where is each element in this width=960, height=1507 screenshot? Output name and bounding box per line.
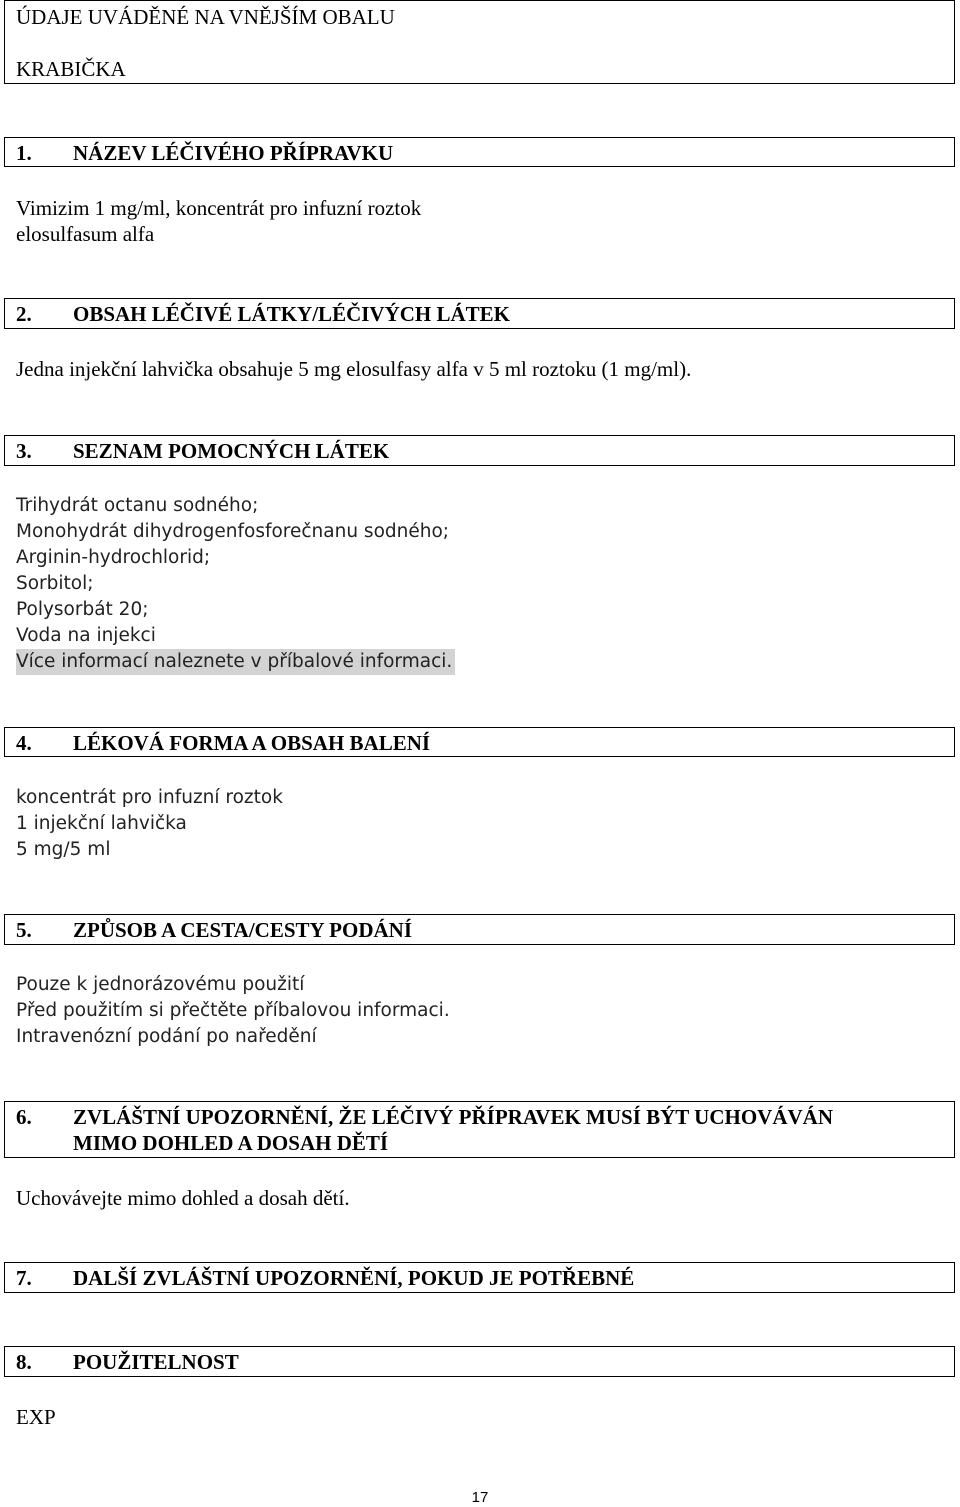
section-6-title-line-1: ZVLÁŠTNÍ UPOZORNĚNÍ, ŽE LÉČIVÝ PŘÍPRAVEK MUSÍ BÝT UCHOVÁVÁN xyxy=(73,1105,833,1129)
section-3-line: Voda na injekci xyxy=(16,625,156,646)
section-4-line: 1 injekční lahvička xyxy=(16,813,187,834)
section-4-line: koncentrát pro infuzní roztok xyxy=(16,787,283,808)
section-5-number: 5. xyxy=(16,918,32,942)
section-8-line: EXP xyxy=(16,1405,56,1429)
section-1-line: Vimizim 1 mg/ml, koncentrát pro infuzní roztok xyxy=(16,196,422,220)
section-1-number: 1. xyxy=(16,141,32,165)
section-6-title-line-2: MIMO DOHLED A DOSAH DĚTÍ xyxy=(73,1131,389,1155)
section-3-line: Polysorbát 20; xyxy=(16,599,149,620)
section-8-title: POUŽITELNOST xyxy=(73,1350,239,1374)
section-3-line: Trihydrát octanu sodného; xyxy=(16,495,259,516)
packaging-type-label: KRABIČKA xyxy=(16,57,126,81)
section-3-line: Monohydrát dihydrogenfosforečnanu sodného; xyxy=(16,521,450,542)
section-2-number: 2. xyxy=(16,302,32,326)
section-3-number: 3. xyxy=(16,439,32,463)
section-8-number: 8. xyxy=(16,1350,32,1374)
section-3-title: SEZNAM POMOCNÝCH LÁTEK xyxy=(73,439,390,463)
section-3-line: Sorbitol; xyxy=(16,573,94,594)
section-1-title: NÁZEV LÉČIVÉHO PŘÍPRAVKU xyxy=(73,141,394,165)
section-4-title: LÉKOVÁ FORMA A OBSAH BALENÍ xyxy=(73,731,431,755)
page-number: 17 xyxy=(471,1489,489,1506)
section-2-line: Jedna injekční lahvička obsahuje 5 mg elosulfasy alfa v 5 ml roztoku (1 mg/ml). xyxy=(16,357,692,381)
section-5-line: Před použitím si přečtěte příbalovou informaci. xyxy=(16,1000,450,1021)
section-7-title: DALŠÍ ZVLÁŠTNÍ UPOZORNĚNÍ, POKUD JE POTŘEBNÉ xyxy=(73,1266,635,1290)
section-6-number: 6. xyxy=(16,1105,32,1129)
section-6-line: Uchovávejte mimo dohled a dosah dětí. xyxy=(16,1186,350,1210)
outer-packaging-title: ÚDAJE UVÁDĚNÉ NA VNĚJŠÍM OBALU xyxy=(16,5,395,29)
section-1-line: elosulfasum alfa xyxy=(16,222,155,246)
section-5-title: ZPŮSOB A CESTA/CESTY PODÁNÍ xyxy=(73,918,412,942)
section-5-line: Intravenózní podání po naředění xyxy=(16,1026,317,1047)
section-3-highlighted-line: Více informací naleznete v příbalové informaci. xyxy=(16,649,455,675)
section-4-number: 4. xyxy=(16,731,32,755)
section-5-line: Pouze k jednorázovému použití xyxy=(16,974,305,995)
section-7-number: 7. xyxy=(16,1266,32,1290)
section-3-line: Arginin-hydrochlorid; xyxy=(16,547,211,568)
section-4-line: 5 mg/5 ml xyxy=(16,839,111,860)
section-2-title: OBSAH LÉČIVÉ LÁTKY/LÉČIVÝCH LÁTEK xyxy=(73,302,511,326)
